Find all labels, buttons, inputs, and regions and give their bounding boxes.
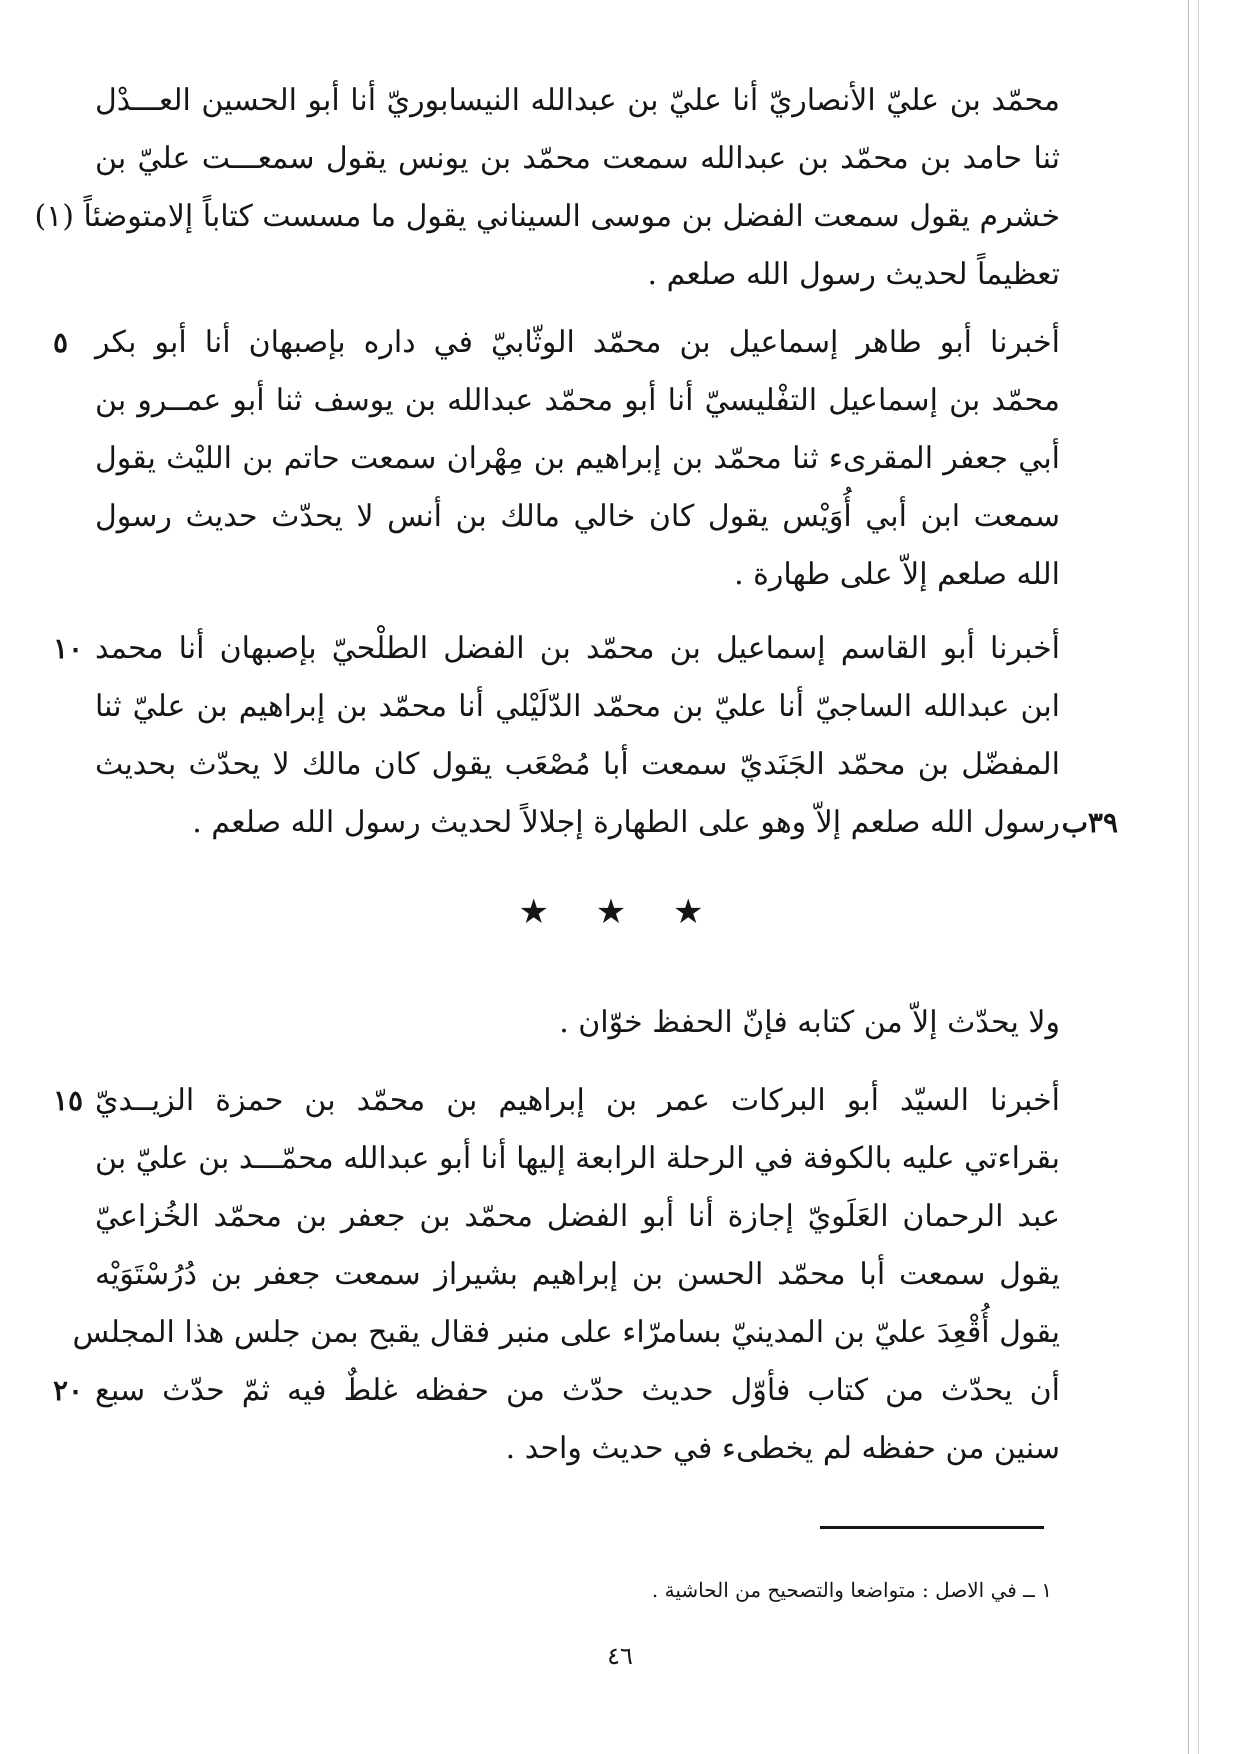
text-line-content: أخبرنا أبو القاسم إسماعيل بن محمّد بن الفضل الطلْحيّ بإصبهان أنا محمد bbox=[95, 631, 1060, 666]
footnote: ١ ــ في الاصل : متواضعا والتصحيح من الحاشية . bbox=[651, 1578, 1052, 1602]
text-line: خشرم يقول سمعت الفضل بن موسى السيناني يقول ما مسست كتاباً إلامتوضئاً (١) bbox=[34, 199, 1060, 234]
text-line: يقول أُقْعِدَ عليّ بن المدينيّ بسامرّاء على منبر فقال يقبح بمن جلس هذا المجلس bbox=[72, 1315, 1060, 1350]
text-line-content: أخبرنا السيّد أبو البركات عمر بن إبراهيم بن محمّد بن حمزة الزيــديّ bbox=[95, 1083, 1060, 1118]
text-line bbox=[53, 1072, 1060, 1130]
paragraph-3 bbox=[53, 620, 1118, 852]
paragraph-5 bbox=[53, 1072, 1060, 1478]
text-line: تعظيماً لحديث رسول الله صلعم . bbox=[647, 257, 1060, 292]
text-line: ابن عبدالله الساجيّ أنا عليّ بن محمّد الدّلَيْلي أنا محمّد بن إبراهيم بن عليّ ثنا bbox=[95, 689, 1060, 724]
line-number-marker: ٥ bbox=[53, 326, 69, 359]
text-line bbox=[53, 620, 1060, 678]
text-line-content: أن يحدّث من كتاب فأوّل حديث حدّث من حفظه غلطٌ فيه ثمّ حدّث سبع bbox=[95, 1373, 1060, 1408]
scan-edge-line bbox=[1198, 0, 1199, 1754]
text-line: محمّد بن عليّ الأنصاريّ أنا عليّ بن عبدالله النيسابوريّ أنا أبو الحسين العـــدْل bbox=[95, 83, 1060, 118]
text-line-content: رسول الله صلعم إلاّ وهو على الطهارة إجلالاً لحديث رسول الله صلعم . bbox=[192, 805, 1060, 840]
scan-edge-line bbox=[1188, 0, 1189, 1754]
text-line: بقراءتي عليه بالكوفة في الرحلة الرابعة إليها أنا أبو عبدالله محمّـــد بن عليّ بن bbox=[95, 1141, 1060, 1176]
text-line: المفضّل بن محمّد الجَنَديّ سمعت أبا مُصْعَب يقول كان مالك لا يحدّث بحديث bbox=[95, 747, 1060, 782]
text-line bbox=[95, 794, 1118, 852]
text-line: محمّد بن إسماعيل التفْليسيّ أنا أبو محمّد عبدالله بن يوسف ثنا أبو عمــرو بن bbox=[95, 383, 1060, 418]
footnote-rule bbox=[820, 1526, 1044, 1529]
line-number-marker: ٢٠ bbox=[53, 1374, 84, 1407]
text-line-content: أخبرنا أبو طاهر إسماعيل بن محمّد الوثّابيّ في داره بإصبهان أنا أبو بكر bbox=[95, 325, 1060, 360]
text-line: ثنا حامد بن محمّد بن عبدالله سمعت محمّد بن يونس يقول سمعـــت عليّ بن bbox=[95, 141, 1060, 176]
page-number: ٤٦ bbox=[607, 1642, 633, 1670]
folio-marker: ٣٩ب bbox=[1061, 806, 1118, 839]
text-line: أبي جعفر المقرىء ثنا محمّد بن إبراهيم بن مِهْران سمعت حاتم بن الليْث يقول bbox=[95, 441, 1061, 476]
text-line: الله صلعم إلاّ على طهارة . bbox=[734, 557, 1060, 592]
text-line: سنين من حفظه لم يخطىء في حديث واحد . bbox=[505, 1431, 1060, 1466]
text-line: ولا يحدّث إلاّ من كتابه فإنّ الحفظ خوّان . bbox=[559, 1005, 1060, 1040]
paragraph-4 bbox=[95, 994, 1060, 1052]
line-number-marker: ١٥ bbox=[53, 1084, 84, 1117]
text-line bbox=[53, 1362, 1060, 1420]
section-separator: ★ ★ ★ bbox=[518, 892, 722, 932]
paragraph-1 bbox=[34, 72, 1060, 304]
text-line bbox=[53, 314, 1060, 372]
text-line: يقول سمعت أبا محمّد الحسن بن إبراهيم بشيراز سمعت جعفر بن دُرُسْتَوَيْه bbox=[95, 1257, 1060, 1292]
text-line: عبد الرحمان العَلَويّ إجازة أنا أبو الفضل محمّد بن جعفر بن محمّد الخُزاعيّ bbox=[95, 1199, 1060, 1234]
text-line: سمعت ابن أبي أُوَيْس يقول كان خالي مالك بن أنس لا يحدّث حديث رسول bbox=[95, 499, 1060, 534]
line-number-marker: ١٠ bbox=[53, 632, 84, 665]
paragraph-2 bbox=[53, 314, 1061, 604]
